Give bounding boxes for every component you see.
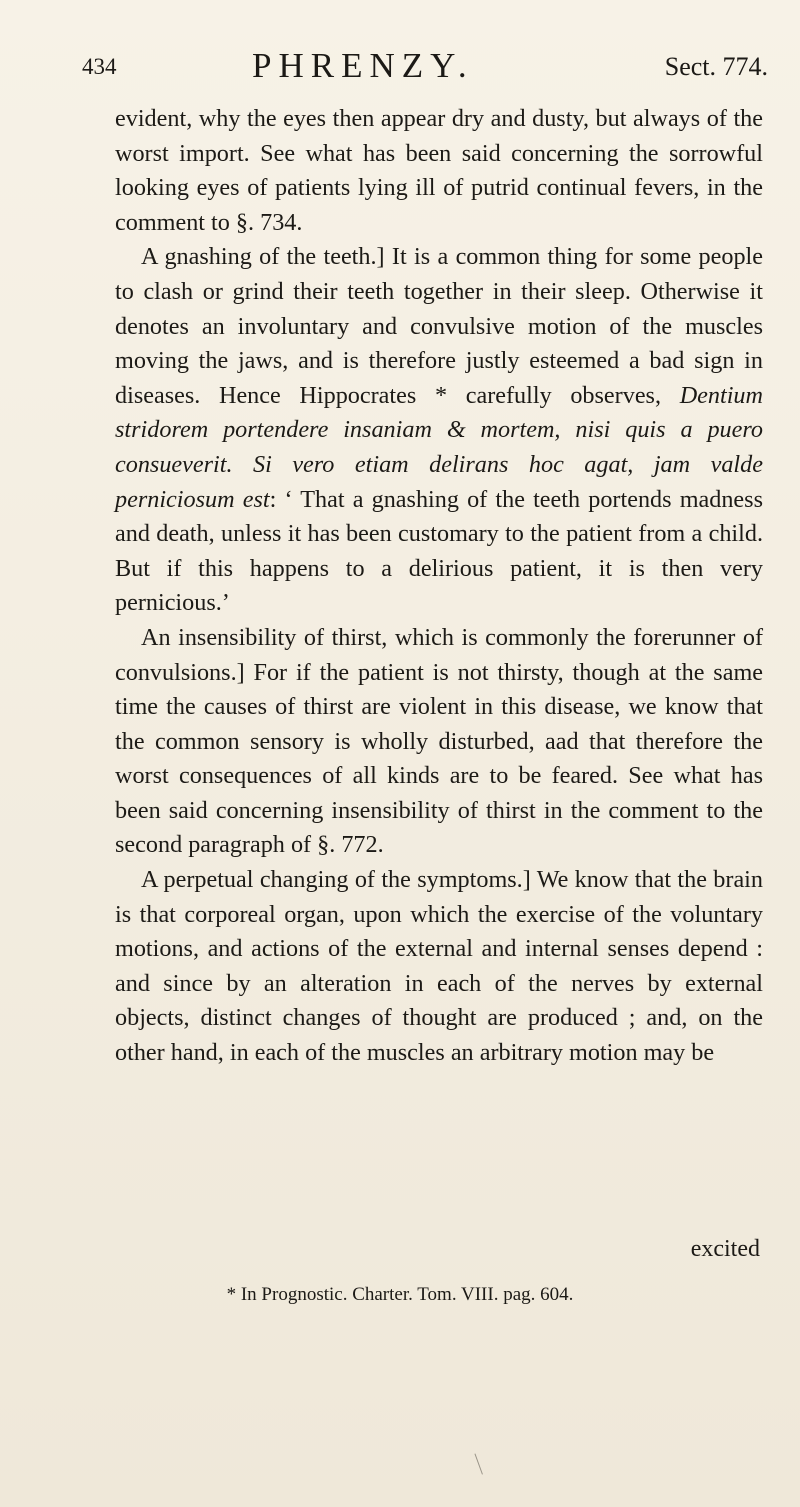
text-run: A gnashing of the teeth.] It is a common thing for some people to clash or grind their teeth together in their sleep. Otherwise it denotes an involuntary and convulsive motion of the muscles moving the jaws, and is therefore justly esteemed a bad sign in diseases. Hence Hippocrates * carefully observes,: [115, 243, 763, 409]
text-run: : ‘ That a gnashing of the teeth portends madness and death, unless it has been customary to the patient from a child. But if this happens to a delirious patient, it is then very pernicious.’: [115, 485, 763, 617]
text-run: An insensibility of thirst, which is commonly the forerunner of convulsions.] For if the patient is not thirsty, though at the same time the causes of thirst are violent in this disease, we know that the common sensory is wholly disturbed, aad that therefore the worst consequences of all kinds are to be feared. See what has been said concerning insensibility of thirst in the comment to the second paragraph of §. 772.: [115, 623, 763, 859]
footnote: * In Prognostic. Charter. Tom. VIII. pag. 604.: [226, 1284, 574, 1305]
text-run: evident, why the eyes then appear dry and dusty, but always of the worst import. See what has been said concerning the sorrowful looking eyes of patients lying ill of putrid continual fevers, in the comment to §. 734.: [115, 105, 763, 236]
running-title: PHRENZY.: [252, 46, 474, 85]
catchword: excited: [690, 1236, 760, 1262]
body-text: [115, 102, 763, 1071]
paragraph: [115, 102, 763, 240]
paragraph: [115, 863, 763, 1071]
paragraph: [115, 240, 763, 621]
paragraph: [115, 621, 763, 863]
page-mark: [474, 1451, 488, 1474]
latin-quote: Dentium stridorem portendere insaniam & mortem, nisi quis a puero consueverit. Si vero etiam delirans hoc agat, jam valde perniciosum est: [115, 381, 763, 513]
page-header: [82, 46, 768, 88]
section-number: Sect. 774.: [664, 52, 768, 81]
page-number: 434: [82, 54, 117, 79]
text-run: A perpetual changing of the symptoms.] We know that the brain is that corporeal organ, upon which the exercise of the voluntary motions, and actions of the external and internal senses depend : and since by an alteration in each of the nerves by external objects, distinct changes of thought are produced ; and, on the other hand, in each of the muscles an arbitrary motion may be: [115, 866, 763, 1067]
